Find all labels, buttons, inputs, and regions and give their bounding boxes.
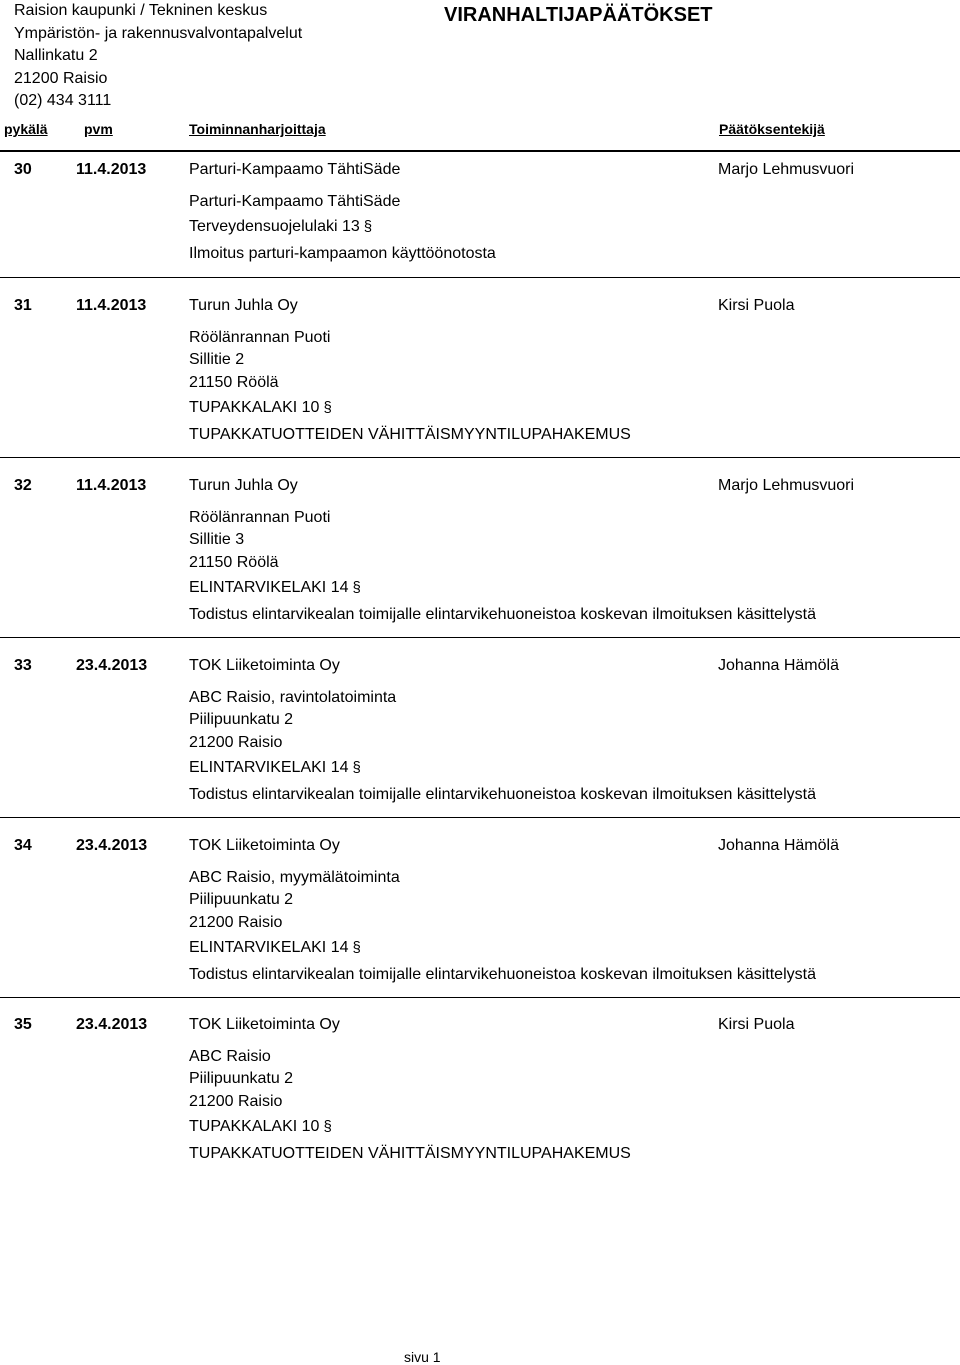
law-text: TUPAKKALAKI 10 [189, 1118, 320, 1136]
section-sign-icon: § [352, 939, 361, 957]
org-phone: (02) 434 3111 [14, 92, 112, 110]
entry-official: Marjo Lehmusvuori [718, 161, 855, 178]
entry-party: Parturi-Kampaamo TähtiSäde [189, 161, 401, 178]
description-line: Todistus elintarvikealan toimijalle elintarvikehuoneistoa koskevan ilmoituksen käsittelystä [189, 966, 816, 984]
entry-separator [0, 997, 960, 998]
entry-date: 11.4.2013 [76, 477, 147, 494]
entry-details [189, 1046, 631, 1167]
entry-official: Marjo Lehmusvuori [718, 477, 855, 494]
column-header-toiminnanharjoittaja: Toiminnanharjoittaja [189, 121, 326, 137]
place-line: 21200 Raisio [189, 733, 283, 751]
org-line1: Raision kaupunki / Tekninen keskus [14, 2, 268, 19]
place-line: Sillitie 3 [189, 531, 245, 549]
entry-party: Turun Juhla Oy [189, 297, 298, 314]
place-line: Piilipuunkatu 2 [189, 891, 294, 909]
entry-number: 31 [14, 297, 32, 314]
header-rule [0, 150, 960, 152]
entry-number: 32 [14, 477, 32, 494]
law-line [189, 213, 496, 240]
place-line: Piilipuunkatu 2 [189, 711, 294, 729]
column-header-pvm: pvm [84, 121, 113, 137]
entry-party: TOK Liiketoiminta Oy [189, 837, 340, 854]
org-street: Nallinkatu 2 [14, 47, 98, 65]
place-line: Sillitie 2 [189, 351, 245, 369]
law-text: ELINTARVIKELAKI 14 [189, 579, 349, 597]
column-header-paatoksentekija: Päätöksentekijä [719, 121, 825, 137]
org-postal: 21200 Raisio [14, 69, 108, 87]
org-line2: Ympäristön- ja rakennusvalvontapalvelut [14, 24, 303, 42]
entry-date: 23.4.2013 [76, 837, 148, 854]
law-text: TUPAKKALAKI 10 [189, 399, 320, 417]
entry-party: TOK Liiketoiminta Oy [189, 1016, 340, 1033]
place-line: 21200 Raisio [189, 1092, 283, 1110]
entry-number: 34 [14, 837, 32, 854]
entry-number: 33 [14, 657, 32, 674]
section-sign-icon: § [323, 1118, 332, 1136]
entry-party: TOK Liiketoiminta Oy [189, 657, 340, 674]
entry-separator [0, 277, 960, 278]
place-line: ABC Raisio, myymälätoiminta [189, 869, 400, 886]
place-line: Röölänrannan Puoti [189, 329, 331, 346]
entry-separator [0, 457, 960, 458]
description-line: Todistus elintarvikealan toimijalle elintarvikehuoneistoa koskevan ilmoituksen käsittelystä [189, 606, 816, 624]
place-line: 21150 Röölä [189, 373, 279, 391]
place-line: ABC Raisio [189, 1048, 271, 1065]
entry-date: 11.4.2013 [76, 161, 147, 178]
entry-date: 23.4.2013 [76, 1016, 148, 1033]
entry-details [189, 507, 816, 628]
entry-details [189, 867, 816, 988]
description-line: Todistus elintarvikealan toimijalle elintarvikehuoneistoa koskevan ilmoituksen käsittelystä [189, 786, 816, 804]
place-line: Piilipuunkatu 2 [189, 1070, 294, 1088]
entry-separator [0, 817, 960, 818]
law-line [189, 574, 816, 601]
entry-details [189, 327, 631, 448]
law-line [189, 754, 816, 781]
section-sign-icon: § [352, 759, 361, 777]
entry-details [189, 191, 496, 267]
place-line: Röölänrannan Puoti [189, 509, 331, 526]
description-line: TUPAKKATUOTTEIDEN VÄHITTÄISMYYNTILUPAHAKEMUS [189, 1145, 631, 1163]
section-sign-icon: § [352, 579, 361, 597]
place-line: 21150 Röölä [189, 553, 279, 571]
document-title: VIRANHALTIJAPÄÄTÖKSET [444, 4, 713, 26]
entry-separator [0, 637, 960, 638]
section-sign-icon: § [323, 399, 332, 417]
entry-official: Kirsi Puola [718, 1016, 795, 1033]
entry-details [189, 687, 816, 808]
column-header-pykala: pykälä [4, 121, 48, 137]
entry-number: 35 [14, 1016, 32, 1033]
page-number: sivu 1 [404, 1349, 441, 1365]
entry-official: Johanna Hämölä [718, 657, 839, 674]
entry-official: Kirsi Puola [718, 297, 795, 314]
entry-number: 30 [14, 161, 32, 178]
place-line: 21200 Raisio [189, 913, 283, 931]
law-line [189, 394, 631, 421]
entry-official: Johanna Hämölä [718, 837, 839, 854]
law-text: Terveydensuojelulaki 13 [189, 218, 360, 236]
place-line: ABC Raisio, ravintolatoiminta [189, 689, 397, 706]
place-line: Parturi-Kampaamo TähtiSäde [189, 193, 401, 210]
description-line: Ilmoitus parturi-kampaamon käyttöönotosta [189, 245, 496, 263]
law-text: ELINTARVIKELAKI 14 [189, 759, 349, 777]
description-line: TUPAKKATUOTTEIDEN VÄHITTÄISMYYNTILUPAHAKEMUS [189, 426, 631, 444]
law-line [189, 1113, 631, 1140]
organization-header [14, 0, 302, 113]
law-text: ELINTARVIKELAKI 14 [189, 939, 349, 957]
law-line [189, 934, 816, 961]
entry-date: 11.4.2013 [76, 297, 147, 314]
entry-party: Turun Juhla Oy [189, 477, 298, 494]
section-sign-icon: § [363, 218, 373, 236]
entry-date: 23.4.2013 [76, 657, 148, 674]
